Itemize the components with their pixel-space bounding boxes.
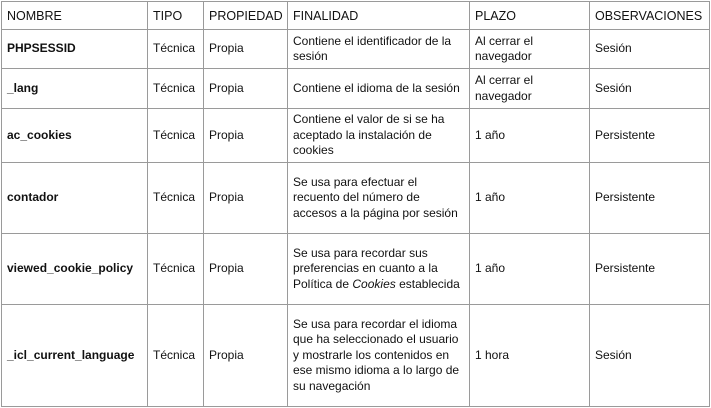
table-body [2,30,710,407]
purpose-emphasis: Cookies [352,276,396,291]
cookie-duration: 1 año [470,109,590,163]
cookie-purpose: Contiene el identificador de la sesión [288,30,470,69]
cookie-type: Técnica [148,305,204,407]
cookie-purpose: Se usa para efectuar el recuento del número de accesos a la página por sesión [288,163,470,234]
cookie-ownership: Propia [204,234,288,305]
cookie-name: PHPSESSID [2,30,148,69]
cookie-ownership: Propia [204,109,288,163]
header-propiedad: PROPIEDAD [204,2,288,30]
cookie-type: Técnica [148,109,204,163]
cookie-table [1,1,710,407]
header-plazo: PLAZO [470,2,590,30]
cookie-type: Técnica [148,234,204,305]
cookie-type: Técnica [148,163,204,234]
cookie-duration: Al cerrar el navegador [470,30,590,69]
cookie-ownership: Propia [204,163,288,234]
cookie-name: _icl_current_language [2,305,148,407]
cookie-duration: Al cerrar el navegador [470,69,590,109]
table-row [2,69,710,109]
cookie-ownership: Propia [204,305,288,407]
header-tipo: TIPO [148,2,204,30]
cookie-notes: Sesión [590,30,710,69]
cookie-name: ac_cookies [2,109,148,163]
table-row [2,305,710,407]
cookie-name: contador [2,163,148,234]
cookie-notes: Persistente [590,234,710,305]
purpose-text: Se usa para recordar sus preferencias en cuanto a la Política de [293,245,438,291]
header-nombre: NOMBRE [2,2,148,30]
cookie-type: Técnica [148,69,204,109]
cookie-notes: Persistente [590,163,710,234]
cookie-notes: Persistente [590,109,710,163]
cookie-ownership: Propia [204,30,288,69]
cookie-notes: Sesión [590,305,710,407]
cookie-ownership: Propia [204,69,288,109]
purpose-text-end: establecida [399,276,460,291]
cookie-purpose: Se usa para recordar el idioma que ha seleccionado el usuario y mostrarle los contenidos en ese mismo idioma a lo largo de su navegación [288,305,470,407]
table-row [2,163,710,234]
header-finalidad: FINALIDAD [288,2,470,30]
cookie-duration: 1 año [470,234,590,305]
cookie-duration: 1 año [470,163,590,234]
cookie-purpose: Contiene el valor de si se ha aceptado la instalación de cookies [288,109,470,163]
cookie-purpose: Contiene el idioma de la sesión [288,69,470,109]
table-row [2,234,710,305]
header-observaciones: OBSERVACIONES [590,2,710,30]
cookie-duration: 1 hora [470,305,590,407]
cookie-name: viewed_cookie_policy [2,234,148,305]
cookie-name: _lang [2,69,148,109]
table-header [2,2,710,30]
cookie-purpose [288,234,470,305]
table-row [2,109,710,163]
header-row [2,2,710,30]
cookie-notes: Sesión [590,69,710,109]
cookie-type: Técnica [148,30,204,69]
table-row [2,30,710,69]
